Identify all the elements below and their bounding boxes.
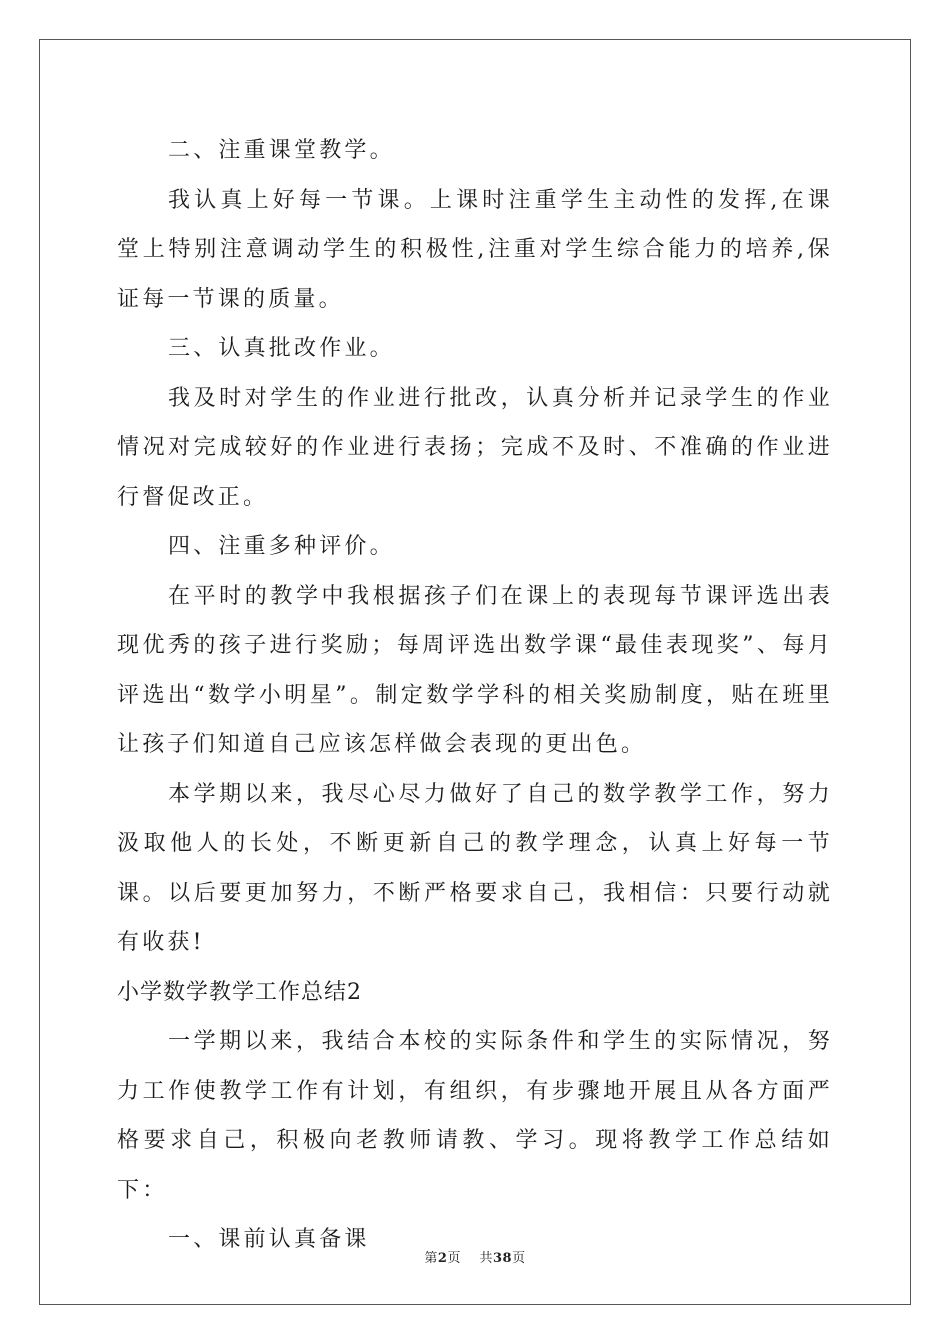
document-body xyxy=(117,126,833,1265)
paragraph-intro: 一学期以来，我结合本校的实际条件和学生的实际情况，努力工作使教学工作有计划，有组织，有步骤地开展且从各方面严格要求自己，积极向老教师请教、学习。现将教学工作总结如下： xyxy=(117,1029,833,1203)
heading-classroom-teaching: 二、注重课堂教学。 xyxy=(168,138,395,163)
page-number: 2 xyxy=(437,1251,448,1266)
paragraph-evaluation: 在平时的教学中我根据孩子们在课上的表现每节课评选出表现优秀的孩子进行奖励；每周评选出数学课“最佳表现奖”、每月评选出“数学小明星”。制定数学学科的相关奖励制度，贴在班里让孩子们知道自己应该怎样做会表现的更出色。 xyxy=(117,583,833,757)
total-prefix: 共 xyxy=(479,1251,493,1266)
paragraph-homework-grading: 我及时对学生的作业进行批改，认真分析并记录学生的作业情况对完成较好的作业进行表扬；完成不及时、不准确的作业进行督促改正。 xyxy=(117,385,833,510)
heading-lesson-prep: 一、课前认真备课 xyxy=(168,1227,370,1252)
page-suffix: 页 xyxy=(447,1251,461,1266)
section-title: 小学数学教学工作总结2 xyxy=(117,979,362,1005)
page-prefix: 第 xyxy=(424,1251,438,1266)
page-footer xyxy=(0,1247,950,1266)
heading-evaluation: 四、注重多种评价。 xyxy=(168,534,395,559)
paragraph-classroom-teaching: 我认真上好每一节课。上课时注重学生主动性的发挥,在课堂上特别注意调动学生的积极性,注重对学生综合能力的培养,保证每一节课的质量。 xyxy=(117,187,833,312)
total-suffix: 页 xyxy=(512,1251,526,1266)
heading-homework-grading: 三、认真批改作业。 xyxy=(168,336,395,361)
total-pages: 38 xyxy=(493,1251,513,1266)
paragraph-conclusion: 本学期以来，我尽心尽力做好了自己的数学教学工作，努力汲取他人的长处，不断更新自己的教学理念，认真上好每一节课。以后要更加努力，不断严格要求自己，我相信：只要行动就有收获! xyxy=(117,781,833,955)
